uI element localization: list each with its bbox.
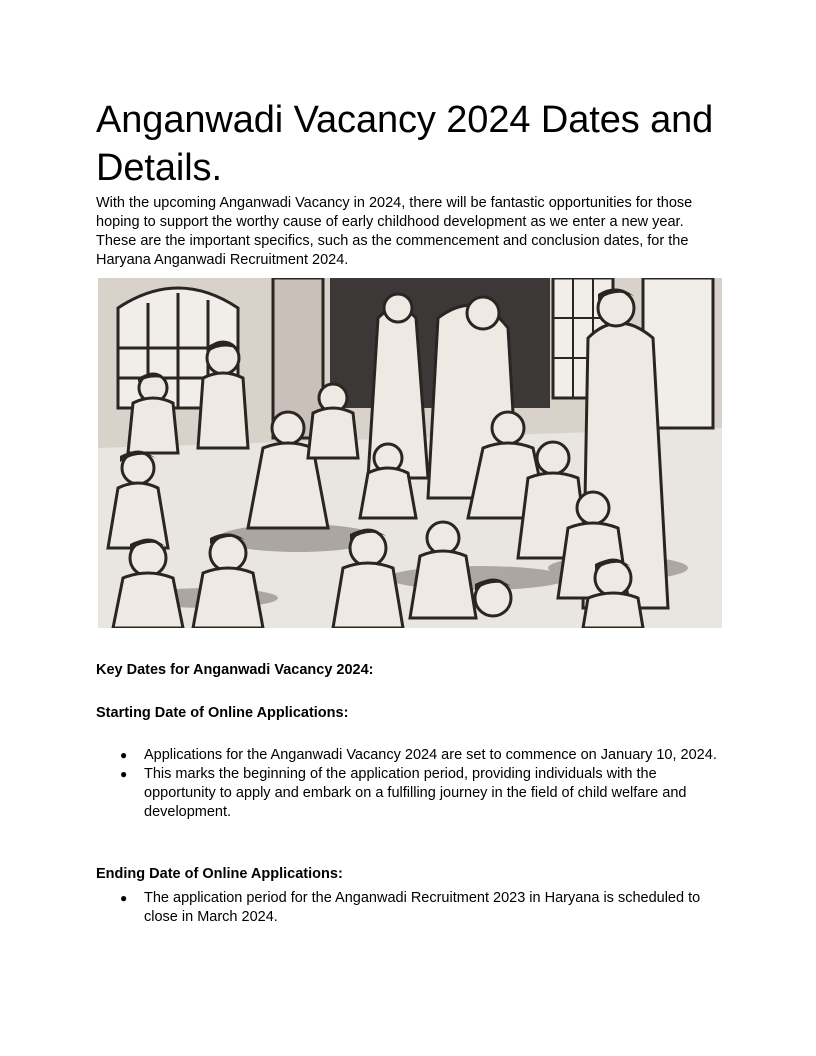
page-title: Anganwadi Vacancy 2024 Dates and Details. (96, 99, 714, 189)
bullet-icon: ● (120, 748, 128, 762)
illustration-svg (98, 278, 722, 628)
bullet-icon: ● (120, 891, 128, 905)
document-page (96, 96, 720, 270)
end-date-heading: Ending Date of Online Applications: (96, 866, 343, 882)
bullet-icon: ● (120, 767, 128, 781)
start-date-list (96, 746, 720, 822)
list-item: ● The application period for the Anganwadi Recruitment 2023 in Haryana is scheduled to close in March 2024. (120, 890, 701, 925)
start-date-heading: Starting Date of Online Applications: (96, 705, 349, 721)
list-item: ● Applications for the Anganwadi Vacancy 2024 are set to commence on January 10, 2024. (120, 747, 717, 763)
intro-paragraph: With the upcoming Anganwadi Vacancy in 2024, there will be fantastic opportunities for those hoping to support the worthy cause of early childhood development as we enter a new year. These are the important specifics, such as the commencement and conclusion dates, for the Haryana Anganwadi Recruitment 2024. (96, 195, 693, 268)
classroom-illustration (98, 278, 722, 628)
key-dates-heading: Key Dates for Anganwadi Vacancy 2024: (96, 662, 374, 678)
list-item: ● This marks the beginning of the application period, providing individuals with the opportunity to apply and embark on a fulfilling journey in the field of child welfare and development. (120, 766, 687, 820)
end-date-list (96, 889, 720, 927)
